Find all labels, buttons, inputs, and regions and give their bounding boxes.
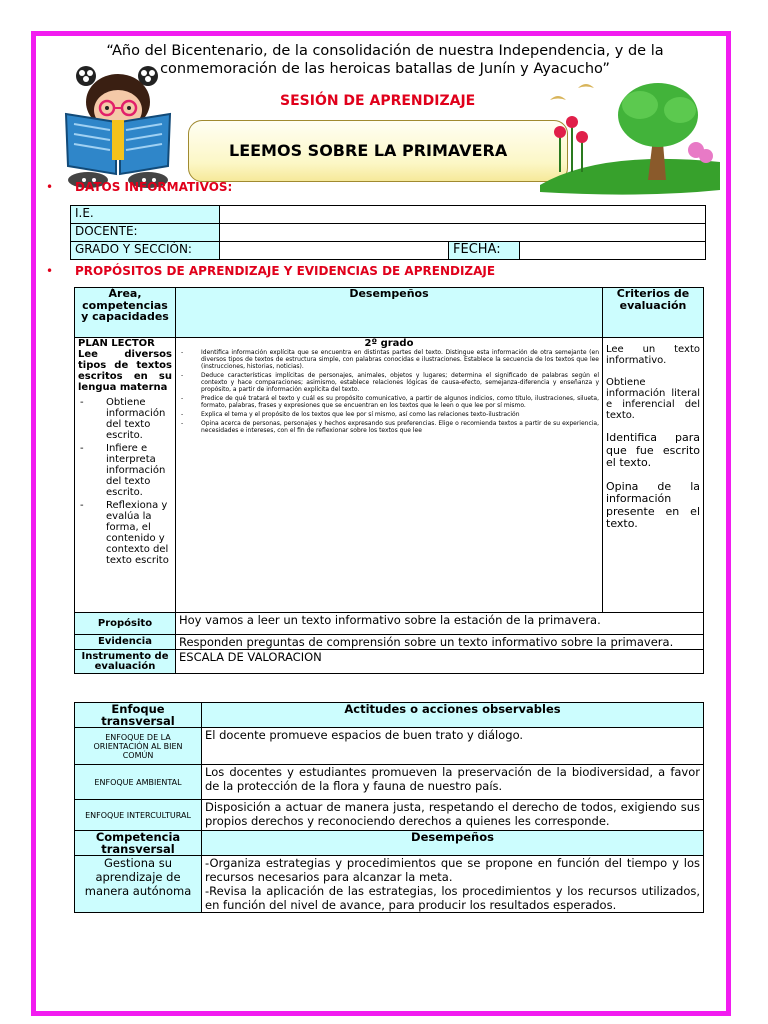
- area-title: PLAN LECTOR: [78, 338, 155, 349]
- competencia-cell: Gestiona su aprendizaje de manera autónoma: [75, 856, 202, 913]
- ie-value[interactable]: [220, 206, 706, 224]
- criterios-cell: [603, 338, 704, 613]
- actitudes-header: Actitudes o acciones observables: [202, 703, 704, 728]
- enfoque-header: Enfoque transversal: [75, 703, 202, 728]
- criterio-item: Lee un texto informativo.: [606, 344, 700, 366]
- accion-cell: El docente promueve espacios de buen trato y diálogo.: [202, 728, 704, 765]
- bullet-icon: •: [46, 180, 54, 194]
- desempeno-item: - Predice de qué tratará el texto y cuál es su propósito comunicativo, a partir de algunos indicios, como título, ilustraciones, silueta, formato, palabras, frases y expresiones que se encuentran en los textos que le leen o que lee por sí mismo.: [179, 395, 599, 409]
- propositos-heading: PROPÓSITOS DE APRENDIZAJE Y EVIDENCIAS DE APRENDIZAJE: [75, 264, 496, 278]
- evidencia-label: Evidencia: [75, 635, 176, 650]
- datos-table: [70, 205, 706, 260]
- capacidad-item: - Obtiene información del texto escrito.: [78, 397, 172, 441]
- proposito-value: Hoy vamos a leer un texto informativo sobre la estación de la primavera.: [176, 613, 704, 635]
- desempenos-header: Desempeños: [176, 288, 603, 338]
- desempeno-item: - Opina acerca de personas, personajes y hechos expresando sus preferencias. Elige o recomienda textos a partir de su experiencia, necesidades e intereses, con el fin de reflexionar sobre los textos que lee: [179, 420, 599, 434]
- desempenos-cell: [176, 338, 603, 613]
- purposes-table: [74, 287, 704, 674]
- instrumento-value: ESCALA DE VALORACION: [176, 650, 704, 674]
- fecha-value[interactable]: [520, 242, 706, 260]
- enfoque-cell: ENFOQUE AMBIENTAL: [75, 765, 202, 800]
- desempenos-transversal-cell: [202, 856, 704, 913]
- spring-tree-illustration: [520, 80, 720, 205]
- enfoque-cell: ENFOQUE DE LA ORIENTACIÓN AL BIEN COMÚN: [75, 728, 202, 765]
- desempeno-item: - Explica el tema y el propósito de los textos que lee por sí mismo, así como las relaciones texto-ilustración: [179, 411, 599, 418]
- area-header: Área, competencias y capacidades: [75, 288, 176, 338]
- grado-label: GRADO Y SECCIÓN:: [71, 242, 220, 260]
- competencia-text: Lee diversos tipos de textos escritos en su lengua materna: [78, 349, 172, 393]
- criterios-header: Criterios de evaluación: [603, 288, 704, 338]
- bicentenary-quote: “Año del Bicentenario, de la consolidación de nuestra Independencia, y de la conmemoración de las heroicas batallas de Junín y Ayacucho”: [106, 43, 664, 77]
- criterio-item: Opina de la información presente en el texto.: [606, 479, 700, 530]
- desempeno-transversal-item: -Organiza estrategias y procedimientos que se propone en función del tiempo y los recursos necesarios para alcanzar la meta.: [205, 856, 700, 884]
- ie-label: I.E.: [71, 206, 220, 224]
- desempenos-transversal-header: Desempeños: [202, 831, 704, 856]
- grade-label: 2º grado: [364, 338, 414, 349]
- area-cell: [75, 338, 176, 613]
- accion-cell: Los docentes y estudiantes promueven la preservación de la biodiversidad, a favor de la protección de la flora y fauna de nuestro país.: [202, 765, 704, 800]
- capacidad-item: - Infiere e interpreta información del texto escrito.: [78, 443, 172, 498]
- session-title: LEEMOS SOBRE LA PRIMAVERA: [229, 141, 508, 160]
- instrumento-label: Instrumento de evaluación: [75, 650, 176, 674]
- desempeno-item: - Deduce características implícitas de personajes, animales, objetos y lugares; determina el significado de palabras según el contexto y hace comparaciones; asimismo, establece relaciones lógicas de causa-efecto, semejanza-diferencia y enseñanza y propósito, a partir de información explícita del texto.: [179, 372, 599, 393]
- session-label: SESIÓN DE APRENDIZAJE: [280, 93, 476, 109]
- cross-cutting-table: [74, 702, 704, 913]
- competencia-header: Competencia transversal: [75, 831, 202, 856]
- accion-cell: Disposición a actuar de manera justa, respetando el derecho de todos, exigiendo sus propios derechos y reconociendo derechos a quienes les corresponde.: [202, 800, 704, 831]
- criterio-item: Obtiene información literal e inferencial del texto.: [606, 377, 700, 421]
- docente-label: DOCENTE:: [71, 224, 220, 242]
- criterio-item: Identifica para que fue escrito el texto.: [606, 431, 700, 469]
- session-title-box: [188, 120, 568, 182]
- capacidad-item: - Reflexiona y evalúa la forma, el contenido y contexto del texto escrito: [78, 500, 172, 566]
- enfoque-cell: ENFOQUE INTERCULTURAL: [75, 800, 202, 831]
- docente-value[interactable]: [220, 224, 706, 242]
- fecha-label: FECHA:: [449, 242, 520, 260]
- desempeno-transversal-item: -Revisa la aplicación de las estrategias, los procedimientos y los recursos utilizados, en función del nivel de avance, para producir los resultados esperados.: [205, 884, 700, 912]
- evidencia-value: Responden preguntas de comprensión sobre un texto informativo sobre la primavera.: [176, 635, 704, 650]
- grado-value[interactable]: [220, 242, 449, 260]
- datos-informativos-heading: DATOS INFORMATIVOS:: [75, 180, 233, 194]
- proposito-label: Propósito: [75, 613, 176, 635]
- desempeno-item: - Identifica información explícita que se encuentra en distintas partes del texto. Distingue esta información de otra semejante (en diversos tipos de textos de estructura simple, con palabras conocidas e ilustraciones. Establece la secuencia de los textos que lee (instrucciones, historias, noticias).: [179, 349, 599, 370]
- bullet-icon: •: [46, 264, 54, 278]
- girl-reading-illustration: [58, 62, 178, 192]
